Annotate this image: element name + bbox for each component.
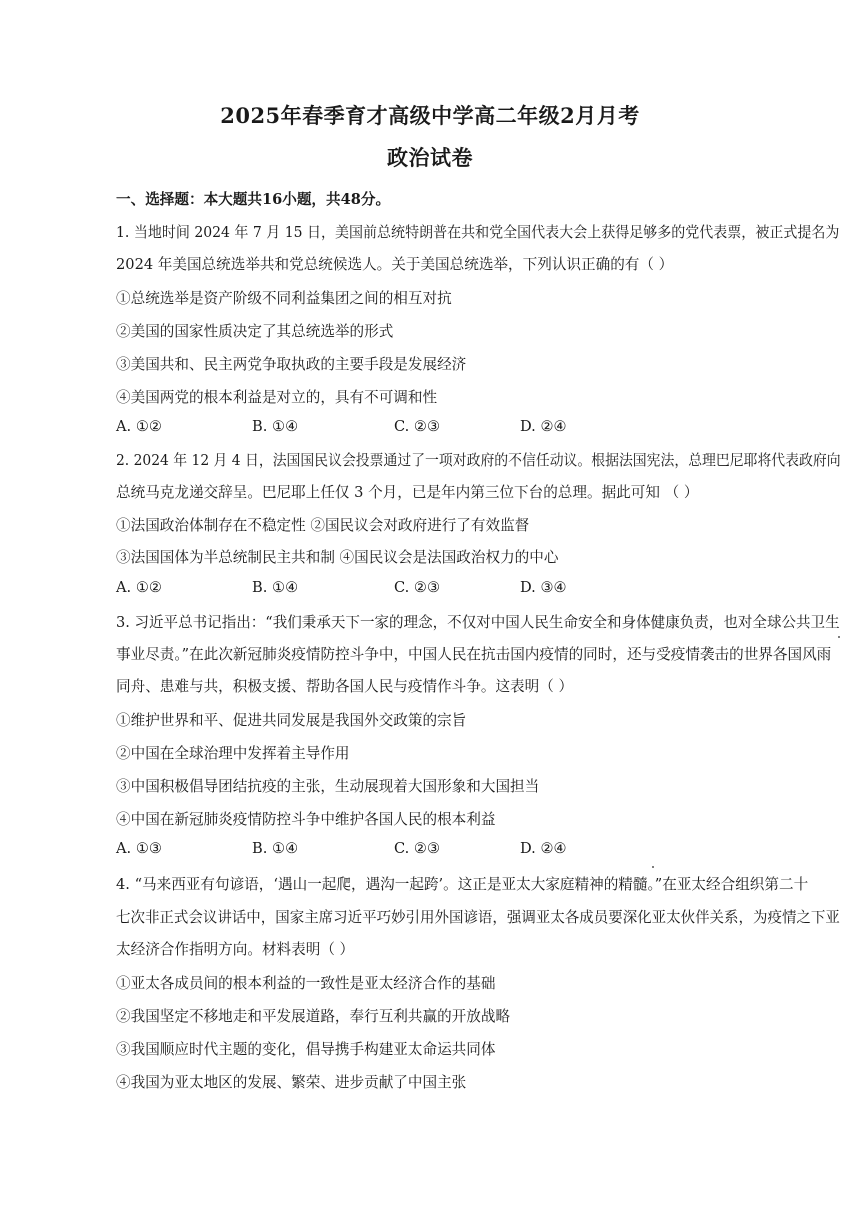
q4-statement-3: ③我国顺应时代主题的变化，倡导携手构建亚太命运共同体 bbox=[116, 1041, 496, 1058]
q2-option-b[interactable]: B. ①④ bbox=[252, 579, 299, 596]
q3-statement-4: ④中国在新冠肺炎疫情防控斗争中维护各国人民的根本利益 bbox=[116, 811, 496, 828]
scan-speck bbox=[652, 866, 654, 868]
q1-stem-line-1: 1. 当地时间 2024 年 7 月 15 日，美国前总统特朗普在共和党全国代表大会上获得足够多的党代表票，被正式提名为 bbox=[116, 224, 840, 241]
q2-option-a[interactable]: A. ①② bbox=[116, 579, 162, 596]
q2-options bbox=[116, 579, 600, 596]
q2-stem-line-1: 2. 2024 年 12 月 4 日，法国国民议会投票通过了一项对政府的不信任动议。根据法国宪法，总理巴尼耶将代表政府向 bbox=[116, 452, 841, 469]
q2-statement-1: ①法国政治体制存在不稳定性 ②国民议会对政府进行了有效监督 bbox=[116, 517, 530, 534]
q4-statement-4: ④我国为亚太地区的发展、繁荣、进步贡献了中国主张 bbox=[116, 1074, 467, 1091]
q1-option-b[interactable]: B. ①④ bbox=[252, 418, 299, 435]
q3-stem-line-1: 3. 习近平总书记指出：“我们秉承天下一家的理念，不仅对中国人民生命安全和身体健康负责，也对全球公共卫生 bbox=[116, 614, 840, 631]
exam-title: 2025年春季育才高级中学高二年级2月月考 bbox=[220, 103, 640, 128]
q1-statement-4: ④美国两党的根本利益是对立的，具有不可调和性 bbox=[116, 389, 438, 406]
q2-option-c[interactable]: C. ②③ bbox=[394, 579, 441, 596]
q1-statement-2: ②美国的国家性质决定了其总统选举的形式 bbox=[116, 323, 394, 340]
exam-subtitle: 政治试卷 bbox=[387, 145, 473, 170]
q4-statement-2: ②我国坚定不移地走和平发展道路，奉行互利共赢的开放战略 bbox=[116, 1008, 511, 1025]
q1-options bbox=[116, 418, 600, 435]
q3-statement-3: ③中国积极倡导团结抗疫的主张，生动展现着大国形象和大国担当 bbox=[116, 778, 540, 795]
q2-statement-2: ③法国国体为半总统制民主共和制 ④国民议会是法国政治权力的中心 bbox=[116, 549, 559, 566]
q4-stem-line-3: 太经济合作指明方向。材料表明（ ） bbox=[116, 941, 355, 958]
q2-stem-line-2: 总统马克龙递交辞呈。巴尼耶上任仅 3 个月，已是年内第三位下台的总理。据此可知 （ ） bbox=[116, 484, 699, 501]
q1-option-d[interactable]: D. ②④ bbox=[520, 418, 567, 435]
q3-options bbox=[116, 840, 600, 857]
q3-option-c[interactable]: C. ②③ bbox=[394, 840, 441, 857]
q1-statement-3: ③美国共和、民主两党争取执政的主要手段是发展经济 bbox=[116, 356, 467, 373]
q1-statement-1: ①总统选举是资产阶级不同利益集团之间的相互对抗 bbox=[116, 290, 452, 307]
q4-statement-1: ①亚太各成员间的根本利益的一致性是亚太经济合作的基础 bbox=[116, 975, 496, 992]
q2-option-d[interactable]: D. ③④ bbox=[520, 579, 567, 596]
q3-option-b[interactable]: B. ①④ bbox=[252, 840, 299, 857]
q4-stem-line-2: 七次非正式会议讲话中，国家主席习近平巧妙引用外国谚语，强调亚太各成员要深化亚太伙伴关系，为疫情之下亚 bbox=[116, 909, 840, 926]
q1-option-c[interactable]: C. ②③ bbox=[394, 418, 441, 435]
section-heading: 一、选择题：本大题共16小题，共48分。 bbox=[116, 191, 391, 208]
q1-stem-line-2: 2024 年美国总统选举共和党总统候选人。关于美国总统选举，下列认识正确的有（ ） bbox=[116, 256, 674, 273]
q3-statement-2: ②中国在全球治理中发挥着主导作用 bbox=[116, 745, 350, 762]
q1-option-a[interactable]: A. ①② bbox=[116, 418, 162, 435]
q4-stem-line-1: 4. “马来西亚有句谚语，‘遇山一起爬，遇沟一起跨’。这正是亚太大家庭精神的精髓。”在亚太经合组织第二十 bbox=[116, 876, 809, 893]
q3-stem-line-3: 同舟、患难与共，积极支援、帮助各国人民与疫情作斗争。这表明（ ） bbox=[116, 678, 574, 695]
scan-speck bbox=[838, 636, 840, 638]
q3-stem-line-2: 事业尽责。”在此次新冠肺炎疫情防控斗争中，中国人民在抗击国内疫情的同时，还与受疫情袭击的世界各国风雨 bbox=[116, 646, 832, 663]
q3-option-a[interactable]: A. ①③ bbox=[116, 840, 162, 857]
q3-option-d[interactable]: D. ②④ bbox=[520, 840, 567, 857]
q3-statement-1: ①维护世界和平、促进共同发展是我国外交政策的宗旨 bbox=[116, 712, 467, 729]
